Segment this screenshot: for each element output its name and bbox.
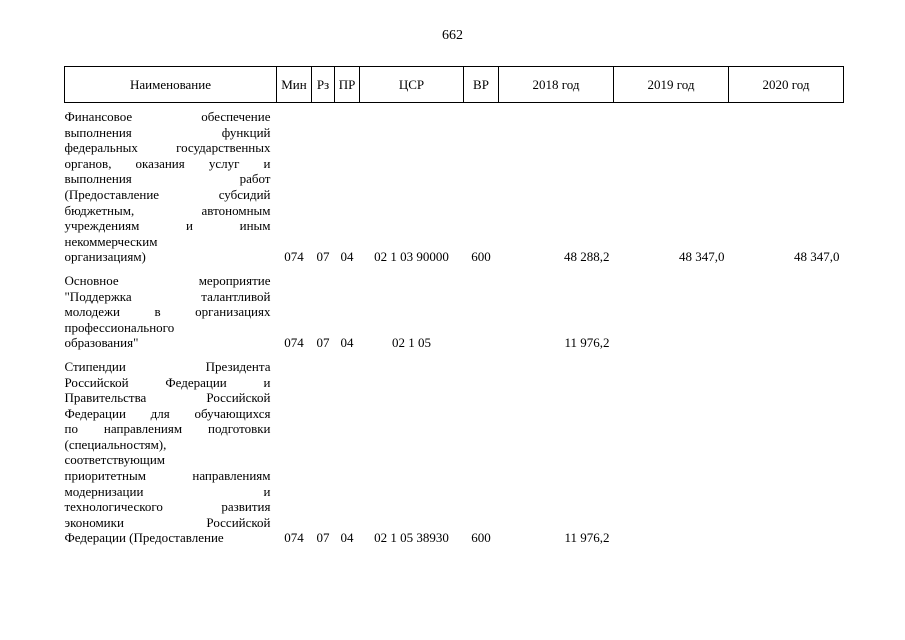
- row-name-line: Финансовое обеспечение: [64, 109, 271, 124]
- row-name-line: выполнения работ: [64, 171, 271, 187]
- row-y2020: [729, 267, 844, 353]
- row-y2018: 48 288,2: [564, 249, 610, 265]
- header-pr: ПР: [335, 67, 360, 103]
- row-pr: 04: [340, 530, 354, 546]
- header-2019: 2019 год: [614, 67, 729, 103]
- row-vr: 600: [471, 249, 491, 265]
- row-name-line: Основное мероприятие: [64, 272, 271, 288]
- row-pr: 04: [340, 335, 354, 351]
- row-csr: 02 1 05: [392, 335, 431, 351]
- row-y2020: [729, 353, 844, 548]
- row-csr: 02 1 05 38930: [374, 530, 449, 546]
- header-vr: ВР: [464, 67, 499, 103]
- row-min: 074: [284, 530, 304, 546]
- row-vr: [464, 267, 499, 353]
- row-name-line: технологического развития: [64, 499, 271, 515]
- row-name-line: федеральных государственных: [64, 140, 271, 156]
- row-name-line: Федерации для обучающихся: [64, 405, 271, 421]
- table-header-row: [65, 67, 844, 103]
- row-name-line: соответствующим: [64, 452, 166, 468]
- row-y2019: 48 347,0: [679, 249, 725, 265]
- row-name-line: (специальностям),: [64, 436, 167, 452]
- row-min: 074: [284, 249, 304, 265]
- header-2018: 2018 год: [499, 67, 614, 103]
- row-name-line: (Предоставление субсидий: [64, 186, 271, 202]
- row-name-line: Стипендии Президента: [64, 358, 271, 374]
- row-y2020: 48 347,0: [794, 249, 840, 265]
- header-csr: ЦСР: [360, 67, 464, 103]
- row-name-line: некоммерческим: [64, 233, 158, 249]
- table-row: [65, 267, 844, 353]
- header-min: Мин: [277, 67, 312, 103]
- row-name-line: бюджетным, автономным: [64, 202, 271, 218]
- row-name-line: приоритетным направлениям: [64, 468, 271, 484]
- row-pr: 04: [340, 249, 354, 265]
- row-name-line: Правительства Российской: [64, 390, 271, 406]
- row-name-line: образования": [64, 335, 139, 351]
- row-y2018: 11 976,2: [564, 530, 610, 546]
- row-name-line: "Поддержка талантливой: [64, 288, 271, 304]
- row-name-line: организациям): [64, 249, 146, 265]
- header-name: Наименование: [65, 67, 277, 103]
- row-name-line: выполнения функций: [64, 124, 271, 140]
- row-vr: 600: [471, 530, 491, 546]
- row-name-line: модернизации и: [64, 483, 271, 499]
- row-rz: 07: [316, 249, 330, 265]
- row-y2019: [614, 353, 729, 548]
- table-row: [65, 353, 844, 548]
- row-y2018: 11 976,2: [564, 335, 610, 351]
- header-rz: Рз: [312, 67, 335, 103]
- row-name-line: учреждениям и иным: [64, 218, 271, 234]
- row-y2019: [614, 267, 729, 353]
- row-name: [65, 353, 277, 548]
- row-name-line: Российской Федерации и: [64, 374, 271, 390]
- row-name-line: молодежи в организациях: [64, 304, 271, 320]
- row-name: [65, 103, 277, 267]
- table-body: [65, 103, 844, 549]
- table-row: [65, 103, 844, 267]
- row-rz: 07: [316, 530, 330, 546]
- row-name-line: Федерации (Предоставление: [64, 530, 224, 546]
- row-csr: 02 1 03 90000: [374, 249, 449, 265]
- row-name-line: экономики Российской: [64, 514, 271, 530]
- budget-table: [64, 66, 844, 548]
- row-name-line: по направлениям подготовки: [64, 421, 271, 437]
- row-name-line: профессионального: [64, 319, 175, 335]
- row-name-line: органов, оказания услуг и: [64, 155, 271, 171]
- header-2020: 2020 год: [729, 67, 844, 103]
- row-rz: 07: [316, 335, 330, 351]
- row-min: 074: [284, 335, 304, 351]
- page-number: 662: [442, 28, 463, 43]
- row-name: [65, 267, 277, 353]
